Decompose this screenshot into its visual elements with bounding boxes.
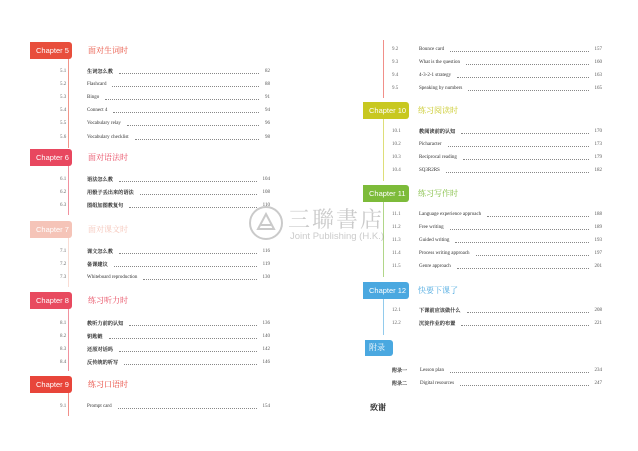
entry-page-number: 110 <box>262 202 270 208</box>
chapter-title: 面对语法时 <box>88 153 128 162</box>
dot-leader <box>450 50 588 52</box>
dot-leader <box>487 215 588 217</box>
dot-leader <box>112 85 259 87</box>
toc-entry[interactable] <box>392 44 602 56</box>
dot-leader <box>467 311 589 313</box>
toc-entry[interactable] <box>392 261 602 273</box>
toc-entry[interactable] <box>392 57 602 69</box>
joint-publishing-seal-icon <box>248 205 284 241</box>
publisher-watermark <box>248 203 403 247</box>
entry-title: 沉淀作业的布置 <box>419 321 456 327</box>
entry-number: 7.1 <box>60 249 67 254</box>
chapter-tab: Chapter 8 <box>30 292 72 309</box>
entry-number: 8.2 <box>60 334 67 339</box>
entry-number: 11.1 <box>392 212 401 217</box>
dot-leader <box>448 145 589 147</box>
entry-number: 5.2 <box>60 82 67 88</box>
chapter-tab: Chapter 6 <box>30 149 72 166</box>
chapter-title: 面对课文时 <box>88 225 128 234</box>
watermark-english-name: Joint Publishing (H.K.) <box>290 231 384 242</box>
entry-number: 9.5 <box>392 86 399 91</box>
entry-page-number: 170 <box>594 129 602 134</box>
entry-number: 5.4 <box>60 108 67 114</box>
entry-page-number: 189 <box>594 225 602 230</box>
appendix-entry[interactable] <box>392 365 602 377</box>
chapter-tab: Chapter 7 <box>30 221 72 238</box>
entry-page-number: 116 <box>262 249 270 254</box>
entry-page-number: 136 <box>262 321 270 326</box>
entry-page-number: 108 <box>262 189 270 195</box>
dot-leader <box>466 63 589 65</box>
entry-title: 备课建议 <box>87 262 108 268</box>
chapter-title: 快要下课了 <box>418 286 458 295</box>
toc-entry[interactable] <box>60 200 270 212</box>
toc-entry[interactable] <box>392 165 602 177</box>
entry-title: 下课前应该做什么 <box>419 308 461 314</box>
entry-number: 8.3 <box>60 347 67 352</box>
dot-leader <box>460 384 588 386</box>
dot-leader <box>463 158 589 160</box>
toc-entry[interactable] <box>60 92 270 104</box>
entry-title: 图组加图教复句 <box>87 202 124 209</box>
dot-leader <box>109 337 257 339</box>
appendix-title: Lesson plan <box>420 368 445 373</box>
toc-entry[interactable] <box>392 305 602 317</box>
entry-title: Bounce card <box>419 47 445 52</box>
toc-entry[interactable] <box>60 174 270 186</box>
chapter-title: 练习听力时 <box>88 296 128 305</box>
entry-title: 教阅读前的认知 <box>419 129 456 135</box>
toc-entry[interactable] <box>392 318 602 330</box>
toc-entry[interactable] <box>60 344 270 356</box>
chapter-rule <box>383 119 384 181</box>
toc-entry[interactable] <box>60 118 270 130</box>
entry-page-number: 201 <box>594 264 602 269</box>
entry-page-number: 221 <box>594 321 602 326</box>
toc-entry[interactable] <box>60 259 270 271</box>
entry-number: 5.6 <box>60 134 67 140</box>
dot-leader <box>450 371 588 373</box>
entry-number: 10.1 <box>392 129 401 134</box>
entry-number: 10.4 <box>392 168 401 173</box>
entry-title: Whiteboard reproduction <box>87 275 138 280</box>
entry-page-number: 88 <box>265 82 270 88</box>
dot-leader <box>450 228 589 230</box>
entry-page-number: 163 <box>594 73 602 78</box>
entry-title: 4-3-2-1 strategy <box>419 73 452 78</box>
toc-entry[interactable] <box>60 401 270 413</box>
entry-page-number: 142 <box>262 347 270 352</box>
entry-page-number: 94 <box>265 108 270 114</box>
chapter-title: 练习写作时 <box>418 189 458 198</box>
entry-page-number: 188 <box>594 212 602 217</box>
entry-number: 10.2 <box>392 142 401 147</box>
toc-entry[interactable] <box>60 187 270 199</box>
watermark-chinese-name: 三聯書店 <box>288 208 385 233</box>
toc-entry[interactable] <box>60 331 270 343</box>
entry-number: 6.3 <box>60 202 67 208</box>
entry-page-number: 160 <box>594 60 602 65</box>
appendix-number: 附录一 <box>392 368 408 374</box>
dot-leader <box>119 350 257 352</box>
entry-number: 9.1 <box>60 404 67 409</box>
dot-leader <box>468 89 588 91</box>
entry-number: 11.3 <box>392 238 401 243</box>
entry-number: 8.4 <box>60 360 67 365</box>
dot-leader <box>461 324 588 326</box>
entry-number: 10.3 <box>392 155 401 160</box>
toc-entry[interactable] <box>60 79 270 91</box>
entry-title: 语法怎么教 <box>87 177 113 183</box>
entry-page-number: 193 <box>594 238 602 243</box>
dot-leader <box>476 254 589 256</box>
entry-title: Bingo <box>87 95 100 101</box>
entry-title: Vocabulary relay <box>87 121 121 127</box>
entry-title: Picharacter <box>419 142 442 147</box>
toc-entry[interactable] <box>392 248 602 260</box>
dot-leader <box>124 363 256 365</box>
entry-number: 7.3 <box>60 275 67 280</box>
dot-leader <box>446 171 589 173</box>
appendix-entry[interactable] <box>392 378 602 390</box>
toc-entry[interactable] <box>60 105 270 117</box>
dot-leader <box>114 265 257 267</box>
entry-number: 9.3 <box>392 60 399 65</box>
entry-title: Guided writing <box>419 238 450 243</box>
entry-number: 11.2 <box>392 225 401 230</box>
chapter-rule-continued <box>383 40 384 98</box>
entry-number: 8.1 <box>60 321 67 326</box>
entry-title: 生词怎么教 <box>87 69 113 75</box>
chapter-tab: Chapter 10 <box>363 102 409 119</box>
entry-page-number: 98 <box>265 134 270 140</box>
entry-title: Flashcard <box>87 82 107 88</box>
entry-title: 钥匙链 <box>87 334 103 340</box>
entry-page-number: 91 <box>265 95 270 101</box>
entry-number: 6.1 <box>60 177 67 182</box>
entry-number: 9.4 <box>392 73 399 78</box>
entry-number: 12.2 <box>392 321 401 326</box>
toc-entry[interactable] <box>392 70 602 82</box>
toc-entry[interactable] <box>60 272 270 284</box>
entry-title: 还原对话吗 <box>87 347 113 353</box>
toc-entry[interactable] <box>392 222 602 234</box>
dot-leader <box>461 132 588 134</box>
entry-number: 7.2 <box>60 262 67 267</box>
chapter-tab: Chapter 11 <box>363 185 409 202</box>
entry-page-number: 173 <box>594 142 602 147</box>
toc-entry[interactable] <box>60 357 270 369</box>
toc-entry[interactable] <box>392 235 602 247</box>
toc-entry[interactable] <box>392 152 602 164</box>
appendix-page-number: 247 <box>594 381 602 386</box>
toc-entry[interactable] <box>60 246 270 258</box>
dot-leader <box>105 98 259 100</box>
entry-number: 5.3 <box>60 95 67 101</box>
entry-number: 5.5 <box>60 121 67 127</box>
entry-title: SQ3R2RS <box>419 168 440 173</box>
entry-number: 5.1 <box>60 69 67 74</box>
chapter-rule <box>383 299 384 335</box>
entry-title: Connect 4 <box>87 108 108 114</box>
entry-title: 反传统的听写 <box>87 360 119 366</box>
chapter-title: 练习口语时 <box>88 380 128 389</box>
entry-page-number: 104 <box>262 177 270 182</box>
dot-leader <box>113 111 259 113</box>
dot-leader <box>140 193 257 195</box>
dot-leader <box>119 72 259 74</box>
entry-number: 11.5 <box>392 264 401 269</box>
dot-leader <box>127 124 259 126</box>
toc-entry[interactable] <box>392 126 602 138</box>
chapter-title: 练习阅读时 <box>418 106 458 115</box>
entry-title: 课文怎么教 <box>87 249 113 255</box>
toc-entry[interactable] <box>60 66 270 78</box>
entry-title: Prompt card <box>87 404 112 409</box>
entry-page-number: 154 <box>262 404 270 409</box>
entry-page-number: 157 <box>594 47 602 52</box>
chapter-tab: Chapter 9 <box>30 376 72 393</box>
appendix-page-number: 234 <box>594 368 602 373</box>
entry-title: 教听力前的认知 <box>87 321 124 327</box>
toc-entry[interactable] <box>392 83 602 95</box>
entry-title: Vocabulary checklist <box>87 134 129 140</box>
acknowledgement-heading: 致谢 <box>370 403 386 412</box>
toc-entry[interactable] <box>392 209 602 221</box>
dot-leader <box>135 138 259 140</box>
entry-title: What is the question <box>419 60 460 65</box>
entry-title: 用骰子丢出来的语法 <box>87 189 134 196</box>
dot-leader <box>118 407 257 409</box>
appendix-number: 附录二 <box>392 381 408 387</box>
entry-title: Speaking by numbers <box>419 86 463 91</box>
appendix-title: Digital resources <box>420 381 455 386</box>
dot-leader <box>119 252 257 254</box>
dot-leader <box>457 267 589 269</box>
dot-leader <box>119 180 257 182</box>
chapter-tab: Chapter 12 <box>363 282 409 299</box>
toc-entry[interactable] <box>392 139 602 151</box>
toc-entry[interactable] <box>60 318 270 330</box>
chapter-tab: Chapter 5 <box>30 42 72 59</box>
entry-number: 6.2 <box>60 189 67 195</box>
entry-title: Genre approach <box>419 264 451 269</box>
entry-number: 11.4 <box>392 251 401 256</box>
entry-page-number: 96 <box>265 121 270 127</box>
entry-page-number: 182 <box>594 168 602 173</box>
entry-title: Reciprocal reading <box>419 155 457 160</box>
dot-leader <box>129 206 256 208</box>
entry-title: Language experience approach <box>419 212 482 217</box>
dot-leader <box>455 241 588 243</box>
dot-leader <box>129 324 256 326</box>
entry-page-number: 165 <box>594 86 602 91</box>
entry-title: Process writing approach <box>419 251 470 256</box>
appendix-tab: 附录 <box>365 340 393 356</box>
entry-page-number: 119 <box>262 262 270 267</box>
chapter-title: 面对生词时 <box>88 46 128 55</box>
entry-page-number: 140 <box>262 334 270 339</box>
dot-leader <box>457 76 588 78</box>
entry-number: 12.1 <box>392 308 401 313</box>
toc-entry[interactable] <box>60 132 270 144</box>
entry-page-number: 82 <box>265 69 270 74</box>
entry-title: Free writing <box>419 225 444 230</box>
entry-page-number: 146 <box>262 360 270 365</box>
entry-page-number: 197 <box>594 251 602 256</box>
dot-leader <box>143 278 256 280</box>
entry-number: 9.2 <box>392 47 399 52</box>
entry-page-number: 208 <box>594 308 602 313</box>
entry-page-number: 179 <box>594 155 602 160</box>
entry-page-number: 130 <box>262 275 270 280</box>
